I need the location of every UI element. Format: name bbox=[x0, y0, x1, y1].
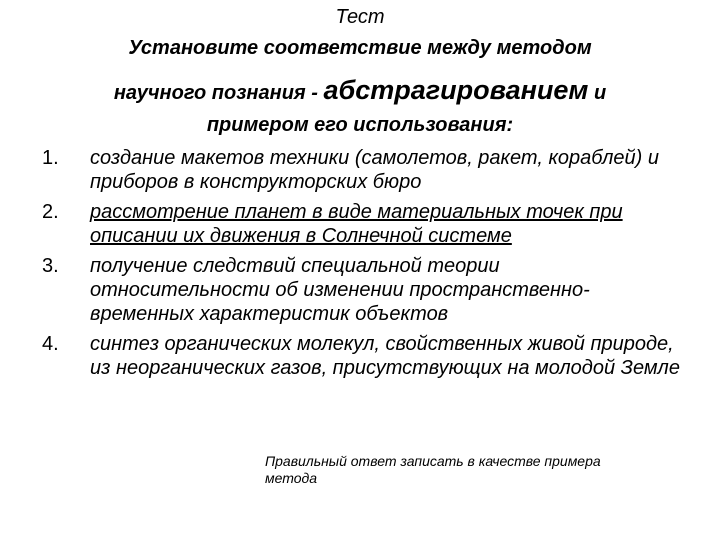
task-statement-line-1: Установите соответствие между методом bbox=[128, 37, 592, 59]
option-number: 3. bbox=[42, 255, 59, 277]
task-statement-line-3: примером его использования: bbox=[206, 114, 514, 136]
option-text: синтез органических молекул, свойственных живой природе, из неорганических газов, присутствующих на молодой Земле bbox=[90, 333, 680, 379]
option-number: 1. bbox=[42, 147, 59, 169]
answer-option-2[interactable] bbox=[42, 200, 682, 248]
test-title: Тест bbox=[335, 6, 385, 28]
footnote: Правильный ответ записать в качестве примера метода bbox=[265, 453, 601, 486]
task-statement-suffix: и bbox=[588, 82, 607, 104]
answer-option-4[interactable] bbox=[42, 332, 682, 380]
task-statement-line-2 bbox=[0, 75, 720, 105]
answer-option-1[interactable] bbox=[42, 146, 682, 194]
option-number: 2. bbox=[42, 201, 59, 223]
answer-options-list bbox=[42, 146, 682, 386]
option-number: 4. bbox=[42, 333, 59, 355]
method-name: абстрагированием bbox=[323, 75, 589, 105]
option-text: рассмотрение планет в виде материальных точек при описании их движения в Солнечной системе bbox=[90, 201, 623, 247]
option-text: получение следствий специальной теории относительности об изменении пространственно-временных характеристик объектов bbox=[90, 255, 590, 325]
task-statement-prefix: научного познания - bbox=[113, 82, 324, 104]
option-text: создание макетов техники (самолетов, ракет, кораблей) и приборов в конструкторских бюро bbox=[90, 147, 659, 193]
answer-option-3[interactable] bbox=[42, 254, 682, 326]
